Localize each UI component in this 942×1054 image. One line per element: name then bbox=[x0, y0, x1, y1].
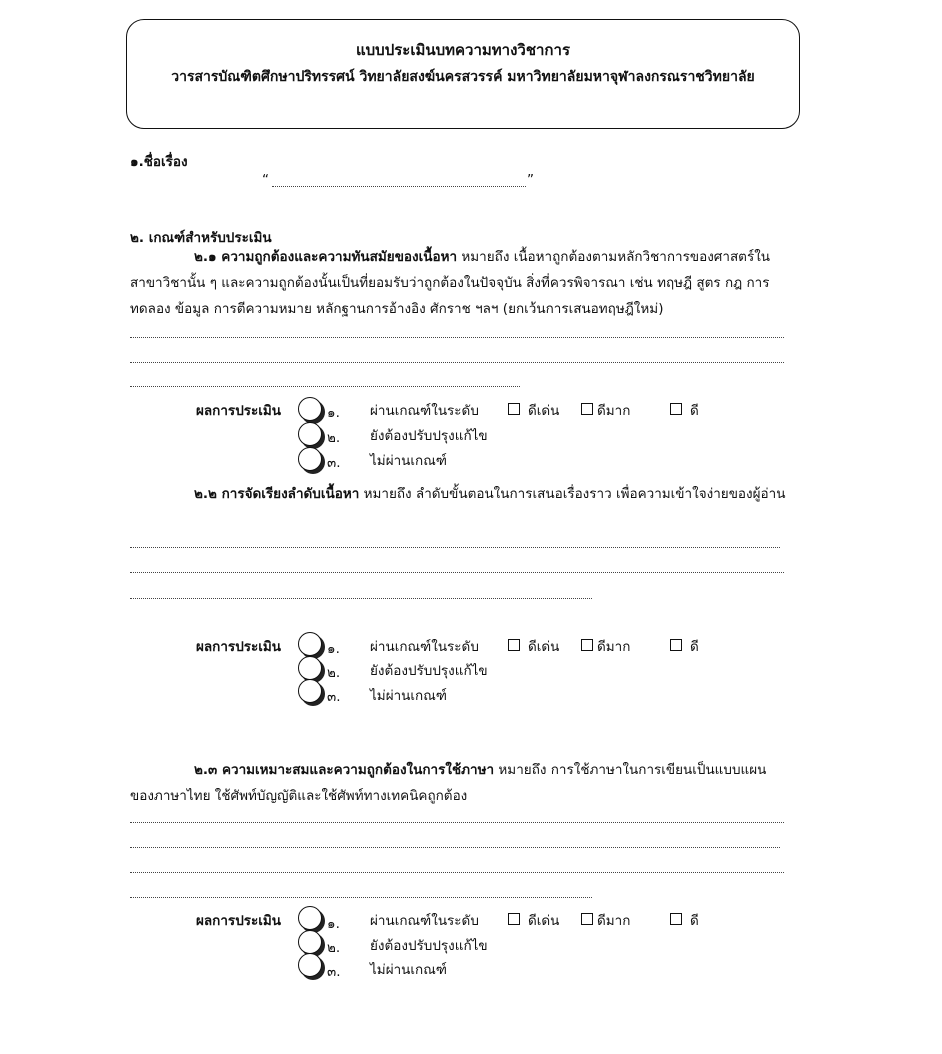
section-2-1-description: หมายถึง เนื้อหาถูกต้องตามหลักวิชาการของศาสตร์ในสาขาวิชานั้น ๆ และความถูกต้องนั้นเป็นที่ยอมรับว่าถูกต้องในปัจจุบัน สิ่งที่ควรพิจารณา เช่น ทฤษฎี สูตร กฎ การทดลอง ข้อมูล การตีความหมาย หลักฐานการอ้างอิง ศักราช ฯลฯ (ยกเว้นการเสนอทฤษฎีใหม่) bbox=[130, 249, 771, 317]
level-label: ดี bbox=[690, 913, 699, 929]
level-checkbox-excellent[interactable] bbox=[508, 639, 520, 651]
open-quote: “ bbox=[262, 172, 269, 188]
option-text: ยังต้องปรับปรุงแก้ไข bbox=[370, 938, 488, 954]
option-text: ไม่ผ่านเกณฑ์ bbox=[370, 453, 447, 469]
level-checkbox-very-good[interactable] bbox=[581, 403, 593, 415]
section-2-3-paragraph bbox=[130, 757, 790, 809]
level-checkbox-excellent[interactable] bbox=[508, 403, 520, 415]
option-text: ไม่ผ่านเกณฑ์ bbox=[370, 962, 447, 978]
option-number: ๒. bbox=[327, 665, 341, 681]
option-text: ยังต้องปรับปรุงแก้ไข bbox=[370, 663, 488, 679]
comment-line[interactable] bbox=[130, 822, 784, 823]
option-circle-1[interactable] bbox=[298, 906, 322, 930]
comment-line[interactable] bbox=[130, 847, 780, 848]
level-label: ดีเด่น bbox=[528, 403, 560, 419]
level-checkbox-good[interactable] bbox=[670, 913, 682, 925]
option-text: ผ่านเกณฑ์ในระดับ bbox=[370, 639, 479, 655]
level-checkbox-good[interactable] bbox=[670, 403, 682, 415]
title-box bbox=[126, 19, 800, 129]
criteria-heading: ๒. เกณฑ์สำหรับประเมิน bbox=[130, 230, 272, 246]
level-label: ดีเด่น bbox=[528, 913, 560, 929]
form-title: แบบประเมินบทความทางวิชาการ bbox=[355, 41, 570, 59]
evaluation-label: ผลการประเมิน bbox=[196, 639, 282, 655]
section-2-3-description: หมายถึง การใช้ภาษาในการเขียนเป็นแบบแผนของภาษาไทย ใช้ศัพท์บัญญัติและใช้ศัพท์ทางเทคนิคถูกต้อง bbox=[130, 762, 767, 804]
level-label: ดี bbox=[690, 639, 699, 655]
option-number: ๒. bbox=[327, 430, 341, 446]
level-checkbox-good[interactable] bbox=[670, 639, 682, 651]
option-text: ผ่านเกณฑ์ในระดับ bbox=[370, 403, 479, 419]
comment-line[interactable] bbox=[130, 897, 592, 898]
section-2-2-title: ๒.๒ การจัดเรียงลำดับเนื้อหา bbox=[194, 486, 360, 502]
section-2-1-paragraph bbox=[130, 244, 790, 322]
option-number: ๓. bbox=[327, 689, 341, 705]
comment-line[interactable] bbox=[130, 547, 780, 548]
level-label: ดี bbox=[690, 403, 699, 419]
level-checkbox-very-good[interactable] bbox=[581, 913, 593, 925]
comment-line[interactable] bbox=[130, 572, 784, 573]
option-text: ผ่านเกณฑ์ในระดับ bbox=[370, 913, 479, 929]
evaluation-label: ผลการประเมิน bbox=[196, 913, 282, 929]
comment-line[interactable] bbox=[130, 386, 520, 387]
option-circle-2[interactable] bbox=[298, 422, 322, 446]
option-text: ยังต้องปรับปรุงแก้ไข bbox=[370, 428, 488, 444]
option-number: ๓. bbox=[327, 964, 341, 980]
comment-line[interactable] bbox=[130, 598, 592, 599]
option-circle-3[interactable] bbox=[298, 447, 322, 471]
section-2-2-paragraph bbox=[130, 481, 790, 507]
evaluation-label: ผลการประเมิน bbox=[196, 403, 282, 419]
option-number: ๑. bbox=[327, 641, 340, 657]
section-2-3-title: ๒.๓ ความเหมาะสมและความถูกต้องในการใช้ภาษา bbox=[194, 762, 495, 778]
comment-line[interactable] bbox=[130, 362, 784, 363]
option-circle-3[interactable] bbox=[298, 679, 322, 703]
level-label: ดีเด่น bbox=[528, 639, 560, 655]
close-quote: ” bbox=[527, 172, 534, 188]
comment-line[interactable] bbox=[130, 337, 784, 338]
option-number: ๒. bbox=[327, 940, 341, 956]
option-text: ไม่ผ่านเกณฑ์ bbox=[370, 688, 447, 704]
level-label: ดีมาก bbox=[597, 913, 631, 929]
option-number: ๑. bbox=[327, 405, 340, 421]
option-circle-1[interactable] bbox=[298, 632, 322, 656]
option-number: ๑. bbox=[327, 916, 340, 932]
section-2-2-description: หมายถึง ลำดับขั้นตอนในการเสนอเรื่องราว เพื่อความเข้าใจง่ายของผู้อ่าน bbox=[359, 486, 786, 502]
option-circle-2[interactable] bbox=[298, 930, 322, 954]
option-circle-1[interactable] bbox=[298, 397, 322, 421]
option-circle-3[interactable] bbox=[298, 953, 322, 977]
level-label: ดีมาก bbox=[597, 639, 631, 655]
form-subtitle: วารสารบัณฑิตศึกษาปริทรรศน์ วิทยาลัยสงฆ์นครสวรรค์ มหาวิทยาลัยมหาจุฬาลงกรณราชวิทยาลัย bbox=[171, 69, 755, 85]
section-2-1-title: ๒.๑ ความถูกต้องและความทันสมัยของเนื้อหา bbox=[194, 249, 458, 265]
article-title-label: ๑.ชื่อเรื่อง bbox=[130, 154, 188, 170]
option-number: ๓. bbox=[327, 455, 341, 471]
article-title-field[interactable] bbox=[272, 186, 526, 187]
level-label: ดีมาก bbox=[597, 403, 631, 419]
level-checkbox-very-good[interactable] bbox=[581, 639, 593, 651]
comment-line[interactable] bbox=[130, 872, 784, 873]
level-checkbox-excellent[interactable] bbox=[508, 913, 520, 925]
option-circle-2[interactable] bbox=[298, 656, 322, 680]
